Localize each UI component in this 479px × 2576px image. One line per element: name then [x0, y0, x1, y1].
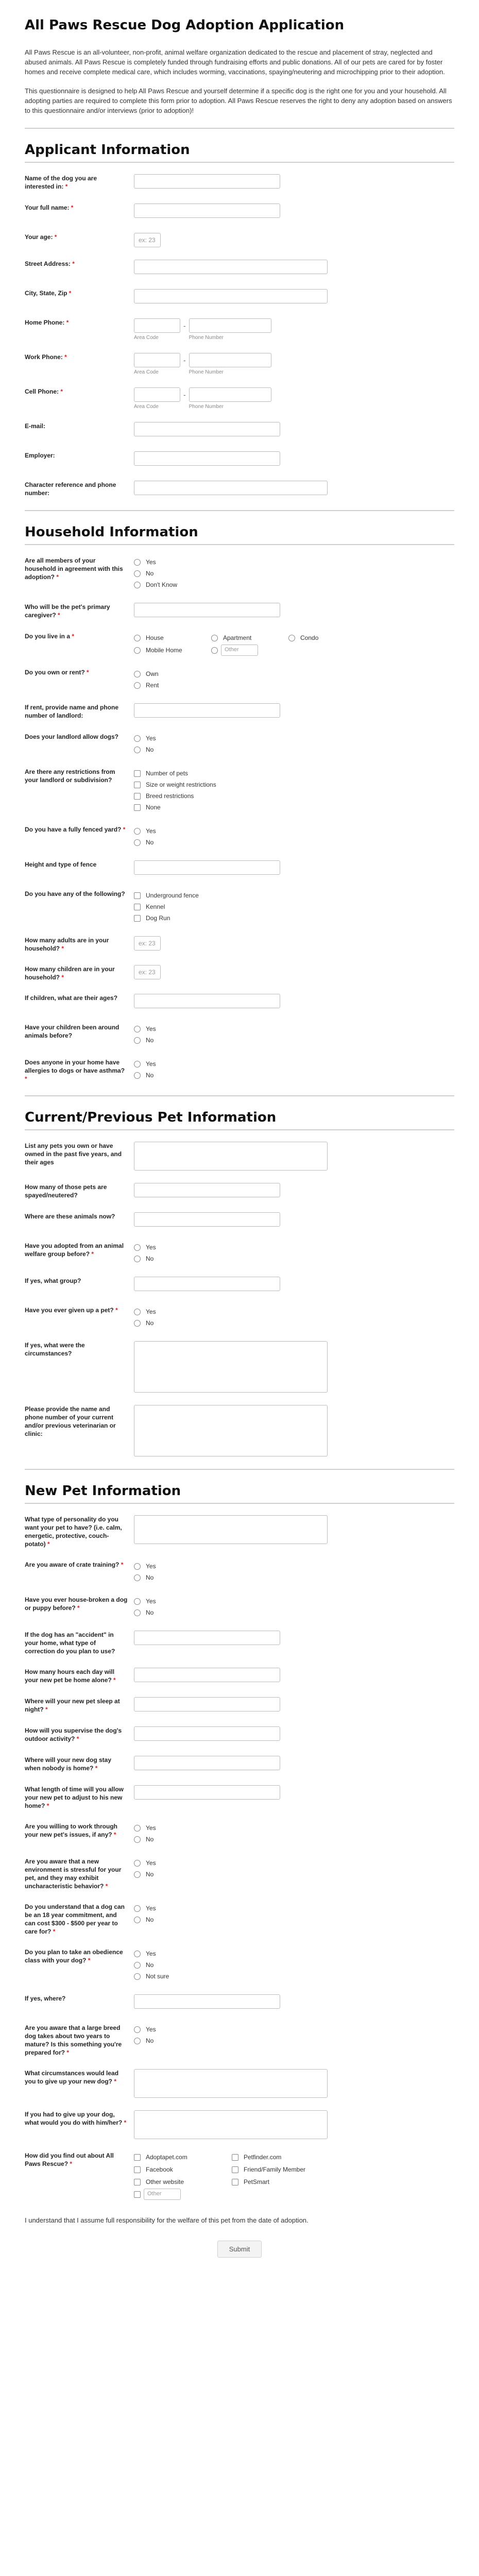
email-label: E-mail:: [25, 422, 46, 430]
radio-icon[interactable]: [134, 1973, 141, 1980]
children-ages-label: If children, what are their ages?: [25, 994, 118, 1002]
home-phone-row: Home Phone: * Area Code - Phone Number: [25, 318, 454, 341]
fence-height-input[interactable]: [134, 860, 280, 875]
commitment-no[interactable]: No: [134, 1914, 454, 1925]
restriction-size-weight[interactable]: Size or weight restrictions: [134, 779, 454, 790]
radio-icon[interactable]: [134, 647, 141, 654]
allergies-no[interactable]: No: [134, 1070, 454, 1081]
employer-input[interactable]: [134, 451, 280, 466]
radio-icon[interactable]: [134, 2026, 141, 2033]
radio-icon[interactable]: [134, 1609, 141, 1616]
cell-area-code-sublabel: Area Code: [134, 404, 159, 410]
sleep-row: Where will your new pet sleep at night? *: [25, 1697, 454, 1714]
radio-icon[interactable]: [211, 635, 218, 641]
hours-alone-label: How many hours each day will your new pet be home alone?: [25, 1668, 115, 1684]
work-phone-number-input[interactable]: [189, 353, 271, 367]
checkbox-icon[interactable]: [232, 2179, 238, 2185]
obedience-yes[interactable]: Yes: [134, 1948, 454, 1959]
where-input[interactable]: [134, 1994, 280, 2009]
following-label: Do you have any of the following?: [25, 890, 125, 897]
adopted-row: Have you adopted from an animal welfare group before? * Yes No: [25, 1242, 454, 1264]
obedience-label: Do you plan to take an obedience class with your dog?: [25, 1948, 123, 1964]
radio-icon[interactable]: [134, 635, 141, 641]
hear-other[interactable]: [134, 2189, 232, 2200]
live-option-apartment[interactable]: Apartment: [211, 632, 288, 643]
radio-icon[interactable]: [134, 1072, 141, 1079]
given-up-row: Have you ever given up a pet? * Yes No: [25, 1306, 454, 1329]
accident-row: [25, 1631, 454, 1655]
checkbox-icon[interactable]: [134, 892, 141, 899]
work-phone-number-sublabel: Phone Number: [189, 369, 224, 375]
length-time-label: What length of time will you allow your new pet to adjust to his new home?: [25, 1786, 124, 1809]
agreement-option-dont-know[interactable]: Don't Know: [134, 579, 454, 590]
hear-other-website[interactable]: Other website: [134, 2176, 232, 2188]
given-up-yes[interactable]: Yes: [134, 1306, 454, 1317]
checkbox-icon[interactable]: [134, 782, 141, 788]
cell-phone-row: Cell Phone: * Area Code - Phone Number: [25, 387, 454, 410]
radio-icon[interactable]: [134, 1026, 141, 1032]
crate-label: Are you aware of crate training?: [25, 1561, 119, 1568]
fence-height-label: Height and type of fence: [25, 861, 97, 868]
radio-icon[interactable]: [134, 559, 141, 566]
restriction-number-of-pets[interactable]: Number of pets: [134, 768, 454, 779]
agreement-row: Are all members of your household in agreement with this adoption? * Yes No Don't Know: [25, 556, 454, 590]
adopted-no[interactable]: No: [134, 1253, 454, 1264]
radio-icon[interactable]: [134, 1309, 141, 1315]
hear-friend-family[interactable]: Friend/Family Member: [232, 2164, 330, 2175]
give-up-what-textarea[interactable]: [134, 2110, 328, 2139]
work-phone-label: Work Phone:: [25, 353, 63, 361]
cell-phone-label: Cell Phone:: [25, 388, 59, 395]
household-heading: Household Information: [25, 510, 454, 540]
caregiver-label: Who will be the pet's primary caregiver?: [25, 603, 110, 619]
circumstances-row: [25, 1341, 454, 1393]
page-title: All Paws Rescue Dog Adoption Application: [25, 18, 345, 33]
stay-alone-label: Where will your new dog stay when nobody is home?: [25, 1756, 112, 1772]
adopted-label: Have you adopted from an animal welfare group before?: [25, 1242, 124, 1258]
large-breed-yes[interactable]: Yes: [134, 2024, 454, 2035]
work-through-row: Are you willing to work through your new pet's issues, if any? * Yes No: [25, 1822, 454, 1845]
given-up-no[interactable]: No: [134, 1317, 454, 1329]
allergies-row: Does anyone in your home have allergies to dogs or have asthma? * Yes No: [25, 1058, 454, 1083]
intro-paragraph-2: This questionnaire is designed to help All Paws Rescue and yourself determine if a specific dog is the right one for you and your household. All adopting parties are required to complete this form prior to adoption. All Paws Rescue reserves the right to deny any adoption based on answers to this questionnaire and/or interviews (prior to adoption)!: [25, 87, 452, 114]
children-ages-row: [25, 994, 454, 1011]
city-row: City, State, Zip *: [25, 289, 454, 306]
radio-icon[interactable]: [211, 647, 218, 654]
home-phone-number-input[interactable]: [189, 318, 271, 333]
submit-area: [25, 2241, 454, 2258]
hear-about-row: How did you find out about All Paws Rescue? * Adoptapet.com Petfinder.com Facebook Friend/Family Member Other website PetSmart Other: [25, 2151, 454, 2200]
obedience-not-sure[interactable]: Not sure: [134, 1971, 454, 1982]
restrictions-row: [25, 768, 454, 813]
stay-alone-row: Where will your new dog stay when nobody is home? *: [25, 1756, 454, 1773]
intro-paragraph-1: All Paws Rescue is an all-volunteer, non-profit, animal welfare organization dedicated to the rescue and placement of stray, neglected and abused animals. All Paws Rescue is completely funded through fundraising efforts and public donations. All of our pets are cared for by foster homes and receive complete medical care, which includes worming, vaccinations, spaying/neutering and microchipping prior to their adoption.: [25, 48, 445, 76]
radio-icon[interactable]: [134, 671, 141, 677]
own-rent-row: Do you own or rent? * Own Rent: [25, 668, 454, 691]
adults-row: How many adults are in your household? * ex: 23: [25, 936, 454, 953]
cell-phone-number-sublabel: Phone Number: [189, 404, 224, 410]
radio-icon[interactable]: [134, 1244, 141, 1251]
new-pet-section: [25, 1469, 454, 2200]
employer-row: [25, 451, 454, 468]
live-other-input[interactable]: Other: [221, 645, 258, 656]
hear-petsmart[interactable]: PetSmart: [232, 2176, 330, 2188]
age-label: Your age:: [25, 233, 53, 241]
live-option-condo[interactable]: Condo: [288, 632, 366, 643]
home-area-code-input[interactable]: [134, 318, 180, 333]
vet-row: [25, 1405, 454, 1456]
radio-icon[interactable]: [134, 2038, 141, 2044]
personality-textarea[interactable]: [134, 1515, 328, 1544]
obedience-row: Do you plan to take an obedience class with your dog? * Yes No Not sure: [25, 1948, 454, 1982]
radio-icon[interactable]: [134, 570, 141, 577]
commitment-label: Do you understand that a dog can be an 18 year commitment, and can cost $300 - $500 per year to care for?: [25, 1903, 125, 1935]
landlord-input[interactable]: [134, 703, 280, 718]
restriction-breed[interactable]: Breed restrictions: [134, 790, 454, 802]
hear-petfinder[interactable]: Petfinder.com: [232, 2151, 330, 2163]
checkbox-icon[interactable]: [134, 904, 141, 910]
hear-about-label: How did you find out about All Paws Rescue?: [25, 2152, 114, 2167]
reference-row: [25, 481, 454, 498]
live-option-house[interactable]: House: [134, 632, 211, 643]
length-time-input[interactable]: [134, 1785, 280, 1800]
radio-icon[interactable]: [134, 1574, 141, 1581]
children-ages-input[interactable]: [134, 994, 280, 1008]
large-breed-row: Are you aware that a large breed dog takes about two years to mature? Is this something you're prepared for? * Yes No: [25, 2024, 454, 2057]
reference-label: Character reference and phone number:: [25, 481, 116, 497]
radio-icon[interactable]: [134, 582, 141, 588]
large-breed-label: Are you aware that a large breed dog takes about two years to mature? Is this something you're prepared for?: [25, 2024, 122, 2056]
cell-area-code-input[interactable]: [134, 387, 180, 402]
given-up-label: Have you ever given up a pet?: [25, 1307, 114, 1314]
applicant-heading: Applicant Information: [25, 128, 454, 158]
full-name-label: Your full name:: [25, 204, 70, 211]
list-pets-textarea[interactable]: [134, 1142, 328, 1171]
give-up-what-label: If you had to give up your dog, what would you do with him/her?: [25, 2111, 123, 2126]
house-broken-label: Have you ever house-broken a dog or puppy before?: [25, 1596, 128, 1612]
home-phone-label: Home Phone:: [25, 319, 65, 326]
age-input[interactable]: ex: 23: [134, 233, 161, 247]
children-row: How many children are in your household? * ex: 23: [25, 965, 454, 981]
radio-icon[interactable]: [134, 1320, 141, 1327]
live-in-row: Do you live in a * House Apartment Condo Mobile Home Other: [25, 632, 454, 656]
commitment-yes[interactable]: Yes: [134, 1903, 454, 1914]
circumstances-textarea[interactable]: [134, 1341, 328, 1393]
radio-icon[interactable]: [134, 1037, 141, 1044]
children-around-no[interactable]: No: [134, 1035, 454, 1046]
which-group-row: [25, 1277, 454, 1294]
rent-option[interactable]: Rent: [134, 680, 454, 691]
radio-icon[interactable]: [134, 1256, 141, 1262]
length-time-row: What length of time will you allow your new pet to adjust to his new home? *: [25, 1785, 454, 1810]
work-area-code-input[interactable]: [134, 353, 180, 367]
adopted-yes[interactable]: Yes: [134, 1242, 454, 1253]
house-broken-yes[interactable]: Yes: [134, 1596, 454, 1607]
following-kennel[interactable]: Kennel: [134, 901, 454, 912]
checkbox-icon[interactable]: [134, 804, 141, 811]
radio-icon[interactable]: [134, 682, 141, 689]
where-now-input[interactable]: [134, 1212, 280, 1227]
checkbox-icon[interactable]: [134, 2179, 141, 2185]
children-around-yes[interactable]: Yes: [134, 1023, 454, 1035]
age-row: Your age: * ex: 23: [25, 233, 454, 247]
street-label: Street Address:: [25, 260, 71, 267]
work-phone-row: Work Phone: * Area Code - Phone Number: [25, 353, 454, 375]
give-up-circumstances-row: What circumstances would lead you to give up your new dog? *: [25, 2069, 454, 2098]
give-up-circumstances-label: What circumstances would lead you to give up your new dog?: [25, 2070, 119, 2085]
caregiver-input[interactable]: [134, 603, 280, 617]
aware-stress-label: Are you aware that a new environment is stressful for your pet, and they may exhibit uncharacteristic behavior?: [25, 1858, 122, 1890]
street-row: Street Address: *: [25, 260, 454, 277]
restriction-none[interactable]: None: [134, 802, 454, 813]
agreement-option-yes[interactable]: Yes: [134, 556, 454, 568]
list-pets-label: List any pets you own or have owned in the past five years, and their ages: [25, 1142, 122, 1166]
crate-no[interactable]: No: [134, 1572, 454, 1583]
checkbox-icon[interactable]: [134, 793, 141, 800]
radio-icon[interactable]: [134, 1860, 141, 1867]
radio-icon[interactable]: [134, 1598, 141, 1605]
radio-icon[interactable]: [134, 1825, 141, 1832]
aware-stress-row: Are you aware that a new environment is stressful for your pet, and they may exhibit uncharacteristic behavior? * Yes No: [25, 1857, 454, 1890]
checkbox-icon[interactable]: [134, 915, 141, 922]
email-row: [25, 422, 454, 439]
submit-button[interactable]: Submit: [217, 2241, 262, 2258]
landlord-allow-no[interactable]: No: [134, 744, 454, 755]
children-label: How many children are in your household?: [25, 965, 115, 981]
radio-icon[interactable]: [134, 1962, 141, 1969]
checkbox-icon[interactable]: [134, 2166, 141, 2173]
restrictions-label: Are there any restrictions from your landlord or subdivision?: [25, 768, 115, 784]
children-around-label: Have your children been around animals before?: [25, 1024, 119, 1039]
landlord-label: If rent, provide name and phone number of landlord:: [25, 704, 119, 719]
employer-label: Employer:: [25, 452, 55, 459]
city-label: City, State, Zip: [25, 290, 67, 297]
where-now-label: Where are these animals now?: [25, 1213, 115, 1220]
sleep-input[interactable]: [134, 1697, 280, 1711]
radio-icon[interactable]: [288, 635, 295, 641]
intro: [25, 47, 454, 115]
radio-icon[interactable]: [134, 839, 141, 846]
vet-textarea[interactable]: [134, 1405, 328, 1456]
current-pets-section: [25, 1095, 454, 1456]
radio-icon[interactable]: [134, 1061, 141, 1067]
fenced-yard-yes[interactable]: Yes: [134, 825, 454, 837]
allergies-label: Does anyone in your home have allergies to dogs or have asthma?: [25, 1059, 125, 1074]
agreement-option-no[interactable]: No: [134, 568, 454, 579]
new-pet-heading: New Pet Information: [25, 1469, 454, 1499]
list-pets-row: [25, 1142, 454, 1171]
give-up-circumstances-textarea[interactable]: [134, 2069, 328, 2098]
house-broken-no[interactable]: No: [134, 1607, 454, 1618]
responsibility-declaration: I understand that I assume full responsibility for the welfare of this pet from the date of adoption.: [25, 2216, 309, 2224]
adults-label: How many adults are in your household?: [25, 937, 109, 952]
large-breed-no[interactable]: No: [134, 2035, 454, 2046]
work-through-yes[interactable]: Yes: [134, 1822, 454, 1834]
landlord-allow-label: Does your landlord allow dogs?: [25, 733, 119, 740]
children-input[interactable]: ex: 23: [134, 965, 161, 979]
radio-icon[interactable]: [134, 735, 141, 742]
checkbox-icon[interactable]: [232, 2154, 238, 2161]
fenced-yard-row: Do you have a fully fenced yard? * Yes No: [25, 825, 454, 848]
live-option-mobile-home[interactable]: Mobile Home: [134, 645, 211, 656]
radio-icon[interactable]: [134, 1563, 141, 1570]
following-row: [25, 890, 454, 924]
children-around-row: [25, 1023, 454, 1046]
live-in-label: Do you live in a: [25, 633, 71, 640]
hear-adoptapet[interactable]: Adoptapet.com: [134, 2151, 232, 2163]
where-now-row: [25, 1212, 454, 1229]
supervise-input[interactable]: [134, 1726, 280, 1741]
landlord-allow-row: [25, 733, 454, 755]
work-through-label: Are you willing to work through your new pet's issues, if any?: [25, 1823, 117, 1838]
supervise-row: How will you supervise the dog's outdoor activity? *: [25, 1726, 454, 1743]
dog-name-label: Name of the dog you are interested in:: [25, 175, 97, 190]
supervise-label: How will you supervise the dog's outdoor activity?: [25, 1727, 122, 1742]
radio-icon[interactable]: [134, 1917, 141, 1923]
adults-input[interactable]: ex: 23: [134, 936, 161, 951]
hear-facebook[interactable]: Facebook: [134, 2164, 232, 2175]
checkbox-icon[interactable]: [134, 2191, 141, 2198]
fenced-yard-no[interactable]: No: [134, 837, 454, 848]
which-group-input[interactable]: [134, 1277, 280, 1291]
own-rent-label: Do you own or rent?: [25, 669, 85, 676]
accident-input[interactable]: [134, 1631, 280, 1645]
cell-phone-number-input[interactable]: [189, 387, 271, 402]
spayed-label: How many of those pets are spayed/neutered?: [25, 1183, 107, 1199]
radio-icon[interactable]: [134, 1836, 141, 1843]
full-name-row: Your full name: *: [25, 204, 454, 221]
hours-alone-row: How many hours each day will your new pet be home alone? *: [25, 1668, 454, 1685]
personality-label: What type of personality do you want your pet to have? (i.e. calm, energetic, protective, couch-potato): [25, 1516, 122, 1548]
checkbox-icon[interactable]: [134, 770, 141, 777]
landlord-allow-yes[interactable]: Yes: [134, 733, 454, 744]
aware-stress-no[interactable]: No: [134, 1869, 454, 1880]
agreement-label: Are all members of your household in agreement with this adoption?: [25, 557, 123, 581]
radio-icon[interactable]: [134, 1951, 141, 1957]
caregiver-row: Who will be the pet's primary caregiver? *: [25, 603, 454, 620]
personality-row: What type of personality do you want your pet to have? (i.e. calm, energetic, protective, couch-potato) *: [25, 1515, 454, 1548]
stay-alone-input[interactable]: [134, 1756, 280, 1770]
reference-input[interactable]: [134, 481, 328, 495]
allergies-yes[interactable]: Yes: [134, 1058, 454, 1070]
vet-label: Please provide the name and phone number of your current and/or previous veterinarian or clinic:: [25, 1405, 116, 1437]
radio-icon[interactable]: [134, 828, 141, 835]
home-phone-number-sublabel: Phone Number: [189, 335, 224, 341]
household-section: [25, 510, 454, 1083]
work-through-no[interactable]: No: [134, 1834, 454, 1845]
landlord-row: [25, 703, 454, 720]
following-underground-fence[interactable]: Underground fence: [134, 890, 454, 901]
crate-row: Are you aware of crate training? * Yes No: [25, 1561, 454, 1583]
sleep-label: Where will your new pet sleep at night?: [25, 1698, 120, 1713]
applicant-section: [25, 128, 454, 498]
radio-icon[interactable]: [134, 1905, 141, 1912]
home-area-code-sublabel: Area Code: [134, 335, 159, 341]
house-broken-row: Have you ever house-broken a dog or puppy before? * Yes No: [25, 1596, 454, 1618]
commitment-row: Do you understand that a dog can be an 18 year commitment, and can cost $300 - $500 per year to care for? * Yes No: [25, 1903, 454, 1936]
spayed-row: [25, 1183, 454, 1200]
own-option[interactable]: Own: [134, 668, 454, 680]
full-name-input[interactable]: [134, 204, 280, 218]
obedience-no[interactable]: No: [134, 1959, 454, 1971]
circumstances-label: If yes, what were the circumstances?: [25, 1342, 85, 1357]
dog-name-input[interactable]: [134, 174, 280, 189]
city-input[interactable]: [134, 289, 328, 303]
where-row: [25, 1994, 454, 2011]
street-input[interactable]: [134, 260, 328, 274]
give-up-what-row: If you had to give up your dog, what would you do with him/her? *: [25, 2110, 454, 2139]
fenced-yard-label: Do you have a fully fenced yard?: [25, 826, 122, 833]
accident-label: If the dog has an "accident" in your home, what type of correction do you plan to use?: [25, 1631, 115, 1655]
work-area-code-sublabel: Area Code: [134, 369, 159, 375]
spayed-input[interactable]: [134, 1183, 280, 1197]
live-option-other[interactable]: [211, 645, 288, 656]
dog-name-row: Name of the dog you are interested in: *: [25, 174, 454, 191]
radio-icon[interactable]: [134, 1871, 141, 1878]
radio-icon[interactable]: [134, 747, 141, 753]
fence-height-row: [25, 860, 454, 877]
checkbox-icon[interactable]: [232, 2166, 238, 2173]
hours-alone-input[interactable]: [134, 1668, 280, 1682]
current-pets-heading: Current/Previous Pet Information: [25, 1095, 454, 1125]
which-group-label: If yes, what group?: [25, 1277, 81, 1284]
hear-other-input[interactable]: Other: [144, 2189, 181, 2200]
where-label: If yes, where?: [25, 1995, 66, 2002]
checkbox-icon[interactable]: [134, 2154, 141, 2161]
email-input[interactable]: [134, 422, 280, 436]
following-dog-run[interactable]: Dog Run: [134, 912, 454, 924]
aware-stress-yes[interactable]: Yes: [134, 1857, 454, 1869]
crate-yes[interactable]: Yes: [134, 1561, 454, 1572]
